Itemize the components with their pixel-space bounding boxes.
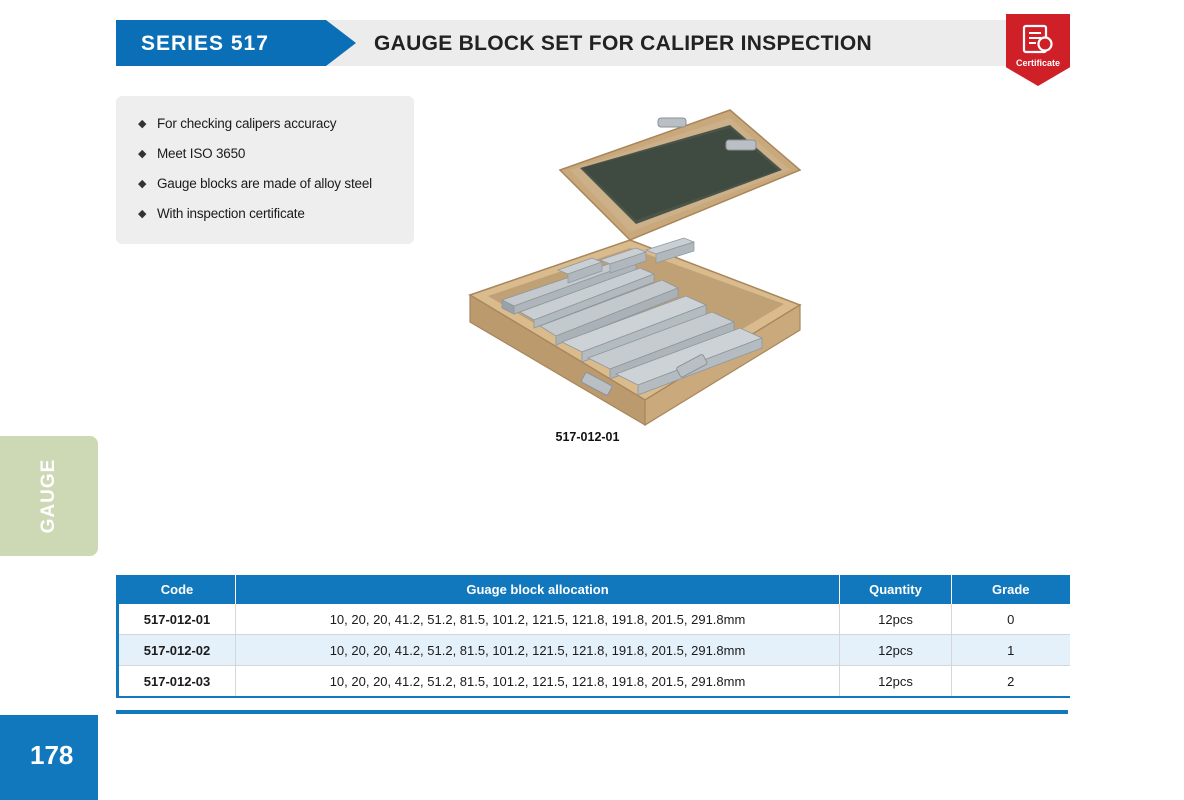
page-header	[116, 20, 1068, 66]
diamond-bullet-icon: ◆	[138, 178, 147, 190]
series-label: SERIES 517	[141, 32, 269, 55]
table-header-grade: Grade	[952, 575, 1070, 604]
list-item	[138, 206, 414, 221]
cell-allocation: 10, 20, 20, 41.2, 51.2, 81.5, 101.2, 121.5, 121.8, 191.8, 201.5, 291.8mm	[236, 604, 840, 635]
product-caption: 517-012-01	[555, 430, 620, 444]
spec-table-wrap	[116, 575, 1068, 698]
sidebar-section-label: GAUGE	[38, 458, 59, 534]
cell-allocation: 10, 20, 20, 41.2, 51.2, 81.5, 101.2, 121.5, 121.8, 191.8, 201.5, 291.8mm	[236, 666, 840, 698]
sidebar-section-tab	[0, 436, 98, 556]
diamond-bullet-icon: ◆	[138, 118, 147, 130]
spec-table	[116, 575, 1070, 698]
cell-code: 517-012-02	[118, 635, 236, 666]
product-image	[440, 100, 840, 460]
feature-list	[116, 96, 414, 221]
cell-code: 517-012-01	[118, 604, 236, 635]
feature-text: Meet ISO 3650	[157, 146, 246, 161]
table-row	[118, 604, 1070, 635]
cell-grade: 0	[952, 604, 1070, 635]
list-item	[138, 146, 414, 161]
table-row	[118, 666, 1070, 698]
cell-code: 517-012-03	[118, 666, 236, 698]
cell-grade: 2	[952, 666, 1070, 698]
certificate-document-icon	[1020, 24, 1056, 54]
page-title: GAUGE BLOCK SET FOR CALIPER INSPECTION	[374, 32, 872, 55]
table-row	[118, 635, 1070, 666]
header-arrow-shape	[326, 20, 356, 66]
diamond-bullet-icon: ◆	[138, 148, 147, 160]
feature-text: With inspection certificate	[157, 206, 305, 221]
feature-box	[116, 96, 414, 244]
cell-quantity: 12pcs	[840, 666, 952, 698]
cell-quantity: 12pcs	[840, 604, 952, 635]
certificate-badge	[1006, 14, 1070, 94]
table-header-quantity: Quantity	[840, 575, 952, 604]
feature-text: For checking calipers accuracy	[157, 116, 337, 131]
feature-text: Gauge blocks are made of alloy steel	[157, 176, 372, 191]
cell-allocation: 10, 20, 20, 41.2, 51.2, 81.5, 101.2, 121.5, 121.8, 191.8, 201.5, 291.8mm	[236, 635, 840, 666]
cell-grade: 1	[952, 635, 1070, 666]
table-header-code: Code	[118, 575, 236, 604]
certificate-label: Certificate	[1015, 58, 1060, 68]
list-item	[138, 116, 414, 131]
table-header-row	[118, 575, 1070, 604]
diamond-bullet-icon: ◆	[138, 208, 147, 220]
footer-rule	[116, 710, 1068, 714]
table-header-allocation: Guage block allocation	[236, 575, 840, 604]
cell-quantity: 12pcs	[840, 635, 952, 666]
page-number: 178	[30, 740, 74, 770]
list-item	[138, 176, 414, 191]
